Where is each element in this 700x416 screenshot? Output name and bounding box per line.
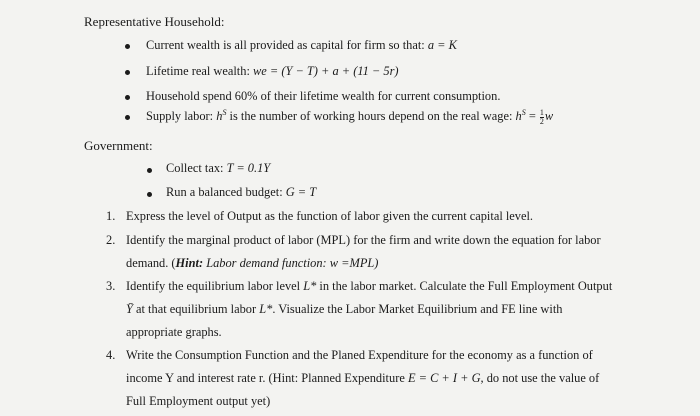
bullet-dot (125, 115, 130, 120)
question-number-2: 2. (106, 233, 116, 247)
question-1-text: Express the level of Output as the function of labor given the current capital level. (126, 209, 534, 223)
household-bullet-3: Household spend 60% of their lifetime wealth for current consumption. (146, 89, 501, 103)
question-3-line-1: Identify the equilibrium labor level L* in the labor market. Calculate the Full Employment Output (126, 279, 613, 293)
question-2-line-1: Identify the marginal product of labor (MPL) for the firm and write down the equation for labor (126, 233, 601, 247)
fraction-one-half: $\frac{1}{2}$ (539, 107, 544, 126)
bullet-dot (147, 192, 152, 197)
question-4-line-2: income Y and interest rate r. (Hint: Planned Expenditure E = C + I + G, do not use the value of (126, 371, 600, 385)
bullet-dot (147, 168, 152, 173)
question-3-line-3: appropriate graphs. (126, 325, 222, 339)
bullet-dot (125, 70, 130, 75)
government-bullet-1: Collect tax: T = 0.1Y (166, 161, 271, 175)
government-heading: Government: (84, 138, 153, 153)
bullet-dot (125, 95, 130, 100)
question-2-line-2: demand. (Hint: Labor demand function: w =MPL) (126, 256, 379, 270)
government-bullet-2: Run a balanced budget: G = T (166, 185, 317, 199)
question-number-4: 4. (106, 348, 116, 362)
question-number-1: 1. (106, 209, 116, 223)
household-bullet-2: Lifetime real wealth: we = (Y − T) + a + (11 − 5r) (146, 64, 399, 78)
bullet-dot (125, 44, 130, 49)
question-4-line-3: Full Employment output yet) (126, 394, 271, 408)
question-4-line-1: Write the Consumption Function and the Planed Expenditure for the economy as a function of (126, 348, 593, 362)
question-3-line-2: Ȳ at that equilibrium labor L*. Visualize the Labor Market Equilibrium and FE line with (126, 302, 563, 316)
household-bullet-4: Supply labor: $h^S$ is the number of working hours depend on the real wage: $h^S$ = $\frac{1}{2}$ w (146, 107, 554, 126)
household-bullet-1: Current wealth is all provided as capital for firm so that: a = K (146, 38, 457, 52)
question-number-3: 3. (106, 279, 116, 293)
household-heading: Representative Household: (84, 14, 225, 29)
